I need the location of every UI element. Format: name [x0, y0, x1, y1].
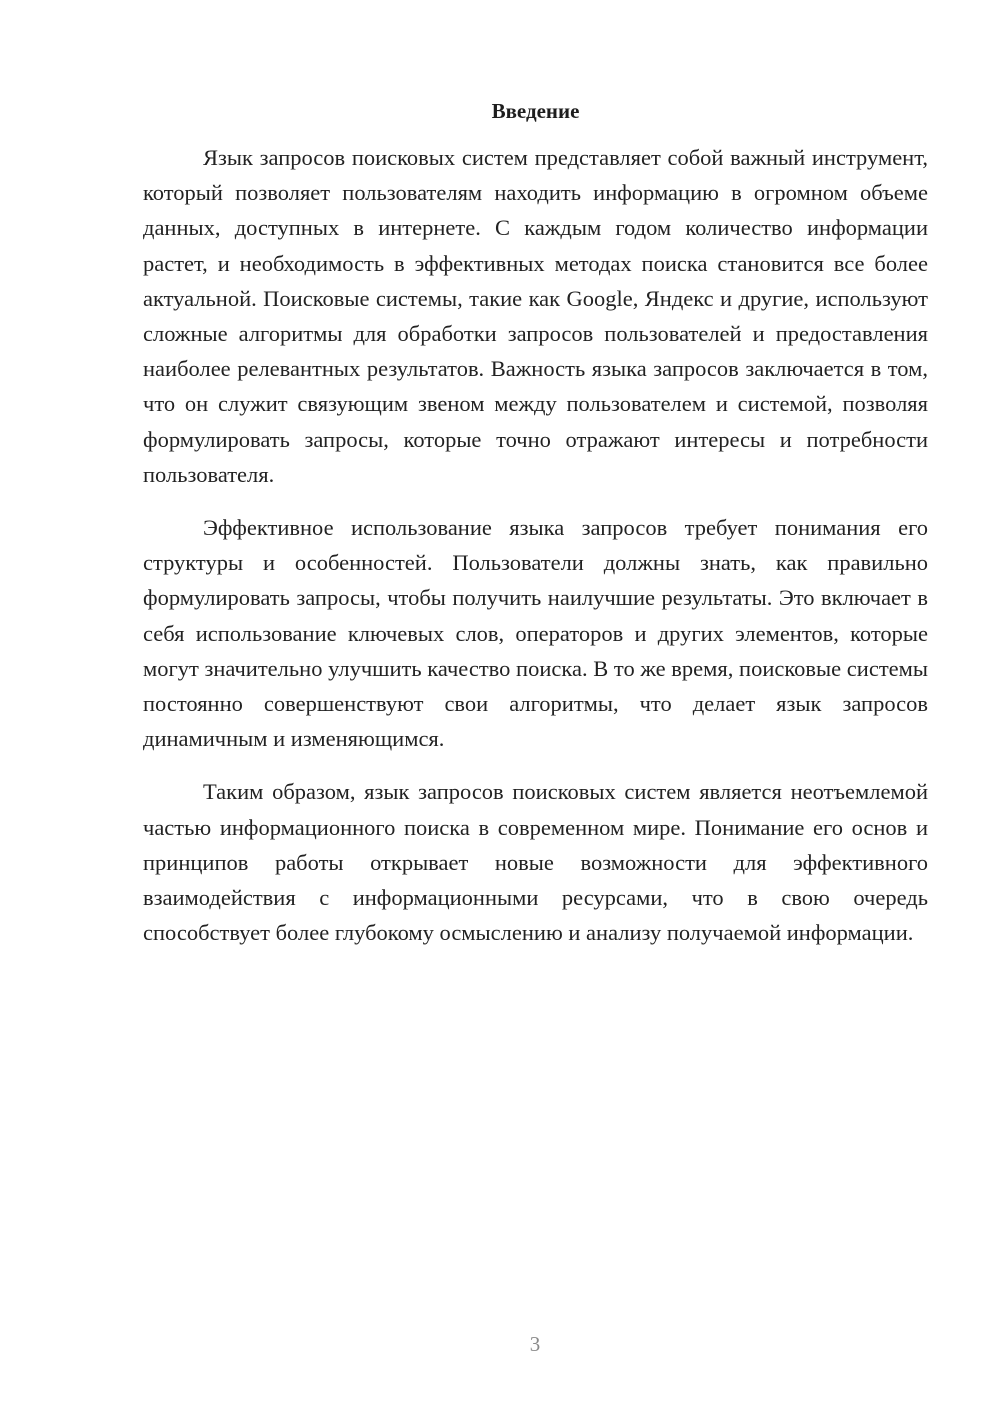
paragraph-3: Таким образом, язык запросов поисковых систем является неотъемлемой частью информационного поиска в современном мире. Понимание его основ и принципов работы открывает новые возможности для эффективного взаимодействия с информационными ресурсами, что в свою очередь способствует более глубокому осмыслению и анализу получаемой информации. [143, 779, 928, 946]
paragraph-2: Эффективное использование языка запросов требует понимания его структуры и особенностей. Пользователи должны знать, как правильно формулировать запросы, чтобы получить наилучшие результаты. Это включает в себя использование ключевых слов, операторов и других элементов, которые могут значительно улучшить качество поиска. В то же время, поисковые системы постоянно совершенствуют свои алгоритмы, что делает язык запросов динамичным и изменяющимся. [143, 515, 928, 752]
page-number: 3 [529, 1332, 541, 1356]
page-content [143, 96, 928, 950]
section-title: Введение [491, 99, 580, 123]
paragraph-1: Язык запросов поисковых систем представляет собой важный инструмент, который позволяет пользователям находить информацию в огромном объеме данных, доступных в интернете. С каждым годом количество информации растет, и необходимость в эффективных методах поиска становится все более актуальной. Поисковые системы, такие как Google, Яндекс и другие, используют сложные алгоритмы для обработки запросов пользователей и предоставления наиболее релевантных результатов. Важность языка запросов заключается в том, что он служит связующим звеном между пользователем и системой, позволяя формулировать запросы, которые точно отражают интересы и потребности пользователя. [143, 145, 928, 487]
